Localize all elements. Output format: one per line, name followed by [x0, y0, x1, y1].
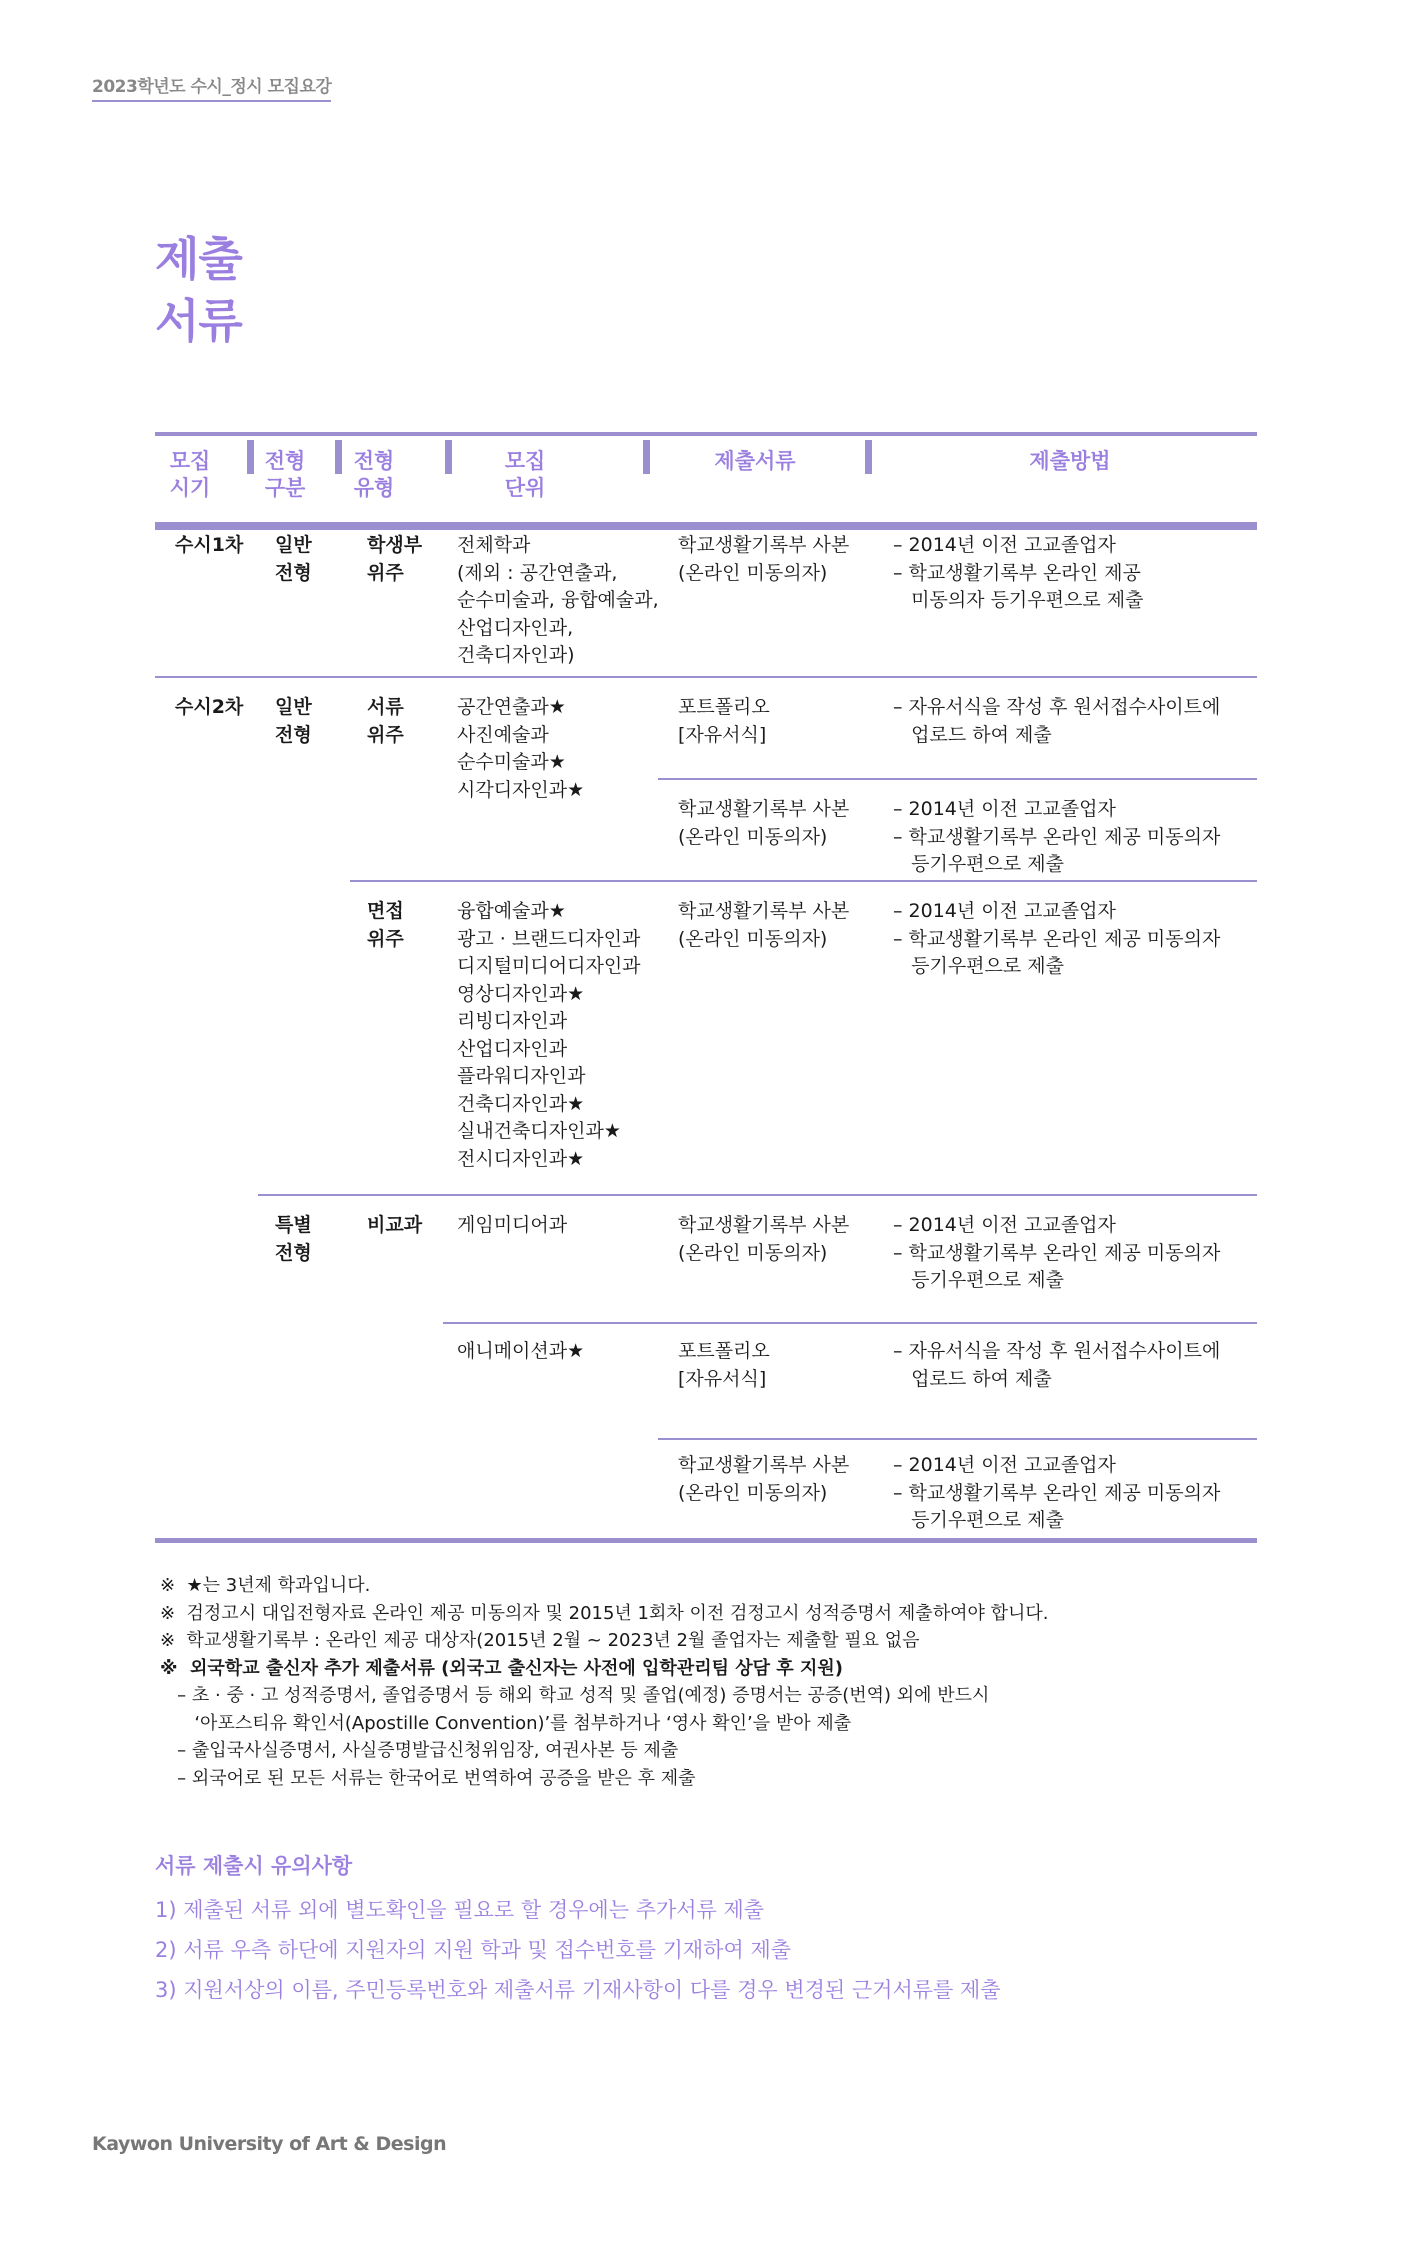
caution-list [155, 1890, 1001, 2010]
cell-method: – 2014년 이전 고교졸업자 – 학교생활기록부 온라인 제공 미동의자 등기우편으로 제출 [893, 1454, 1221, 1531]
cell-document: 학교생활기록부 사본 (온라인 미동의자) [678, 798, 850, 848]
cell-type: 서류 위주 [367, 696, 404, 746]
header-divider [445, 440, 452, 474]
cell-category: 일반 전형 [275, 696, 312, 746]
cell-method: – 자유서식을 작성 후 원서접수사이트에 업로드 하여 제출 [893, 696, 1221, 746]
cell-category: 특별 전형 [275, 1214, 312, 1264]
cell-type: 학생부 위주 [367, 534, 423, 584]
footer-university: Kaywon University of Art & Design [92, 2133, 447, 2155]
cell-document: 포트폴리오 [자유서식] [678, 1340, 770, 1390]
caution-item: 2) 서류 우측 하단에 지원자의 지원 학과 및 접수번호를 기재하여 제출 [155, 1938, 792, 1962]
row-divider [350, 880, 1257, 882]
cell-method: – 2014년 이전 고교졸업자 – 학교생활기록부 온라인 제공 미동의자 등기우편으로 제출 [893, 900, 1221, 977]
col-header-category: 전형 구분 [264, 449, 306, 500]
col-header-period: 모집 시기 [169, 449, 211, 500]
cell-document: 포트폴리오 [자유서식] [678, 696, 770, 746]
title-line-1: 제출 [155, 232, 242, 286]
note-item: ‘아포스티유 확인서(Apostille Convention)’를 첨부하거나 ‘영사 확인’을 받아 제출 [160, 1712, 852, 1734]
col-header-documents: 제출서류 [714, 449, 796, 473]
notes [160, 1572, 1048, 1792]
note-item: ※ 외국학교 출신자 추가 제출서류 (외국고 출신자는 사전에 입학관리팀 상담 후 지원) [160, 1657, 843, 1679]
cell-method: – 2014년 이전 고교졸업자 – 학교생활기록부 온라인 제공 미동의자 등기우편으로 제출 [893, 798, 1221, 875]
cell-method: – 2014년 이전 고교졸업자 – 학교생활기록부 온라인 제공 미동의자 등기우편으로 제출 [893, 1214, 1221, 1291]
cell-document: 학교생활기록부 사본 (온라인 미동의자) [678, 1454, 850, 1504]
cell-unit: 게임미디어과 [457, 1214, 568, 1236]
cell-document: 학교생활기록부 사본 (온라인 미동의자) [678, 534, 850, 584]
cell-period: 수시1차 [175, 534, 244, 556]
col-header-method: 제출방법 [1029, 449, 1111, 473]
row-divider [258, 1194, 1257, 1196]
header-divider [865, 440, 872, 474]
header-divider [335, 440, 342, 474]
note-item: ※ 학교생활기록부 : 온라인 제공 대상자(2015년 2월 ~ 2023년 2월 졸업자는 제출할 필요 없음 [160, 1630, 920, 1651]
cell-method: – 2014년 이전 고교졸업자 – 학교생활기록부 온라인 제공 미동의자 등기우편으로 제출 [893, 534, 1144, 611]
note-item: ※ 검정고시 대입전형자료 온라인 제공 미동의자 및 2015년 1회차 이전 검정고시 성적증명서 제출하여야 합니다. [160, 1602, 1049, 1624]
caution-title: 서류 제출시 유의사항 [155, 1854, 353, 1878]
cell-document: 학교생활기록부 사본 (온라인 미동의자) [678, 1214, 850, 1264]
cell-unit: 애니메이션과★ [457, 1340, 585, 1362]
cell-type: 비교과 [367, 1214, 423, 1236]
caution-item: 3) 지원서상의 이름, 주민등록번호와 제출서류 기재사항이 다를 경우 변경된 근거서류를 제출 [155, 1978, 1001, 2002]
title-line-2: 서류 [155, 294, 242, 348]
cell-period: 수시2차 [175, 696, 244, 718]
cell-unit: 융합예술과★ 광고 · 브랜드디자인과 디지털미디어디자인과 영상디자인과★ 리빙디자인과 산업디자인과 플라워디자인과 건축디자인과★ 실내건축디자인과★ 전시디자인과★ [457, 900, 641, 1170]
cell-unit: 공간연출과★ 사진예술과 순수미술과★ 시각디자인과★ [457, 696, 585, 801]
table-header [155, 432, 1257, 530]
note-item: – 출입국사실증명서, 사실증명발급신청위임장, 여권사본 등 제출 [160, 1740, 679, 1761]
note-item: – 초 · 중 · 고 성적증명서, 졸업증명서 등 해외 학교 성적 및 졸업(예정) 증명서는 공증(번역) 외에 반드시 [160, 1685, 990, 1706]
cell-document: 학교생활기록부 사본 (온라인 미동의자) [678, 900, 850, 950]
cell-unit: 전체학과 (제외 : 공간연출과, 순수미술과, 융합예술과, 산업디자인과, 건축디자인과) [457, 534, 659, 666]
row-divider [443, 1322, 1257, 1324]
cell-category: 일반 전형 [275, 534, 312, 584]
header-divider [643, 440, 650, 474]
header-divider [247, 440, 254, 474]
row-divider [155, 676, 1257, 678]
row-divider [658, 778, 1257, 780]
col-header-type: 전형 유형 [353, 449, 395, 500]
cell-type: 면접 위주 [367, 900, 404, 950]
cell-method: – 자유서식을 작성 후 원서접수사이트에 업로드 하여 제출 [893, 1340, 1221, 1390]
table-bottom-border [155, 1538, 1257, 1543]
doc-header: 2023학년도 수시_정시 모집요강 [92, 72, 331, 102]
page-title [155, 228, 242, 352]
caution-item: 1) 제출된 서류 외에 별도확인을 필요로 할 경우에는 추가서류 제출 [155, 1898, 765, 1922]
note-item: – 외국어로 된 모든 서류는 한국어로 번역하여 공증을 받은 후 제출 [160, 1767, 696, 1789]
col-header-unit: 모집 단위 [504, 449, 546, 500]
row-divider [658, 1438, 1257, 1440]
note-item: ※ ★는 3년제 학과입니다. [160, 1575, 371, 1596]
documents-table [155, 432, 1257, 1531]
